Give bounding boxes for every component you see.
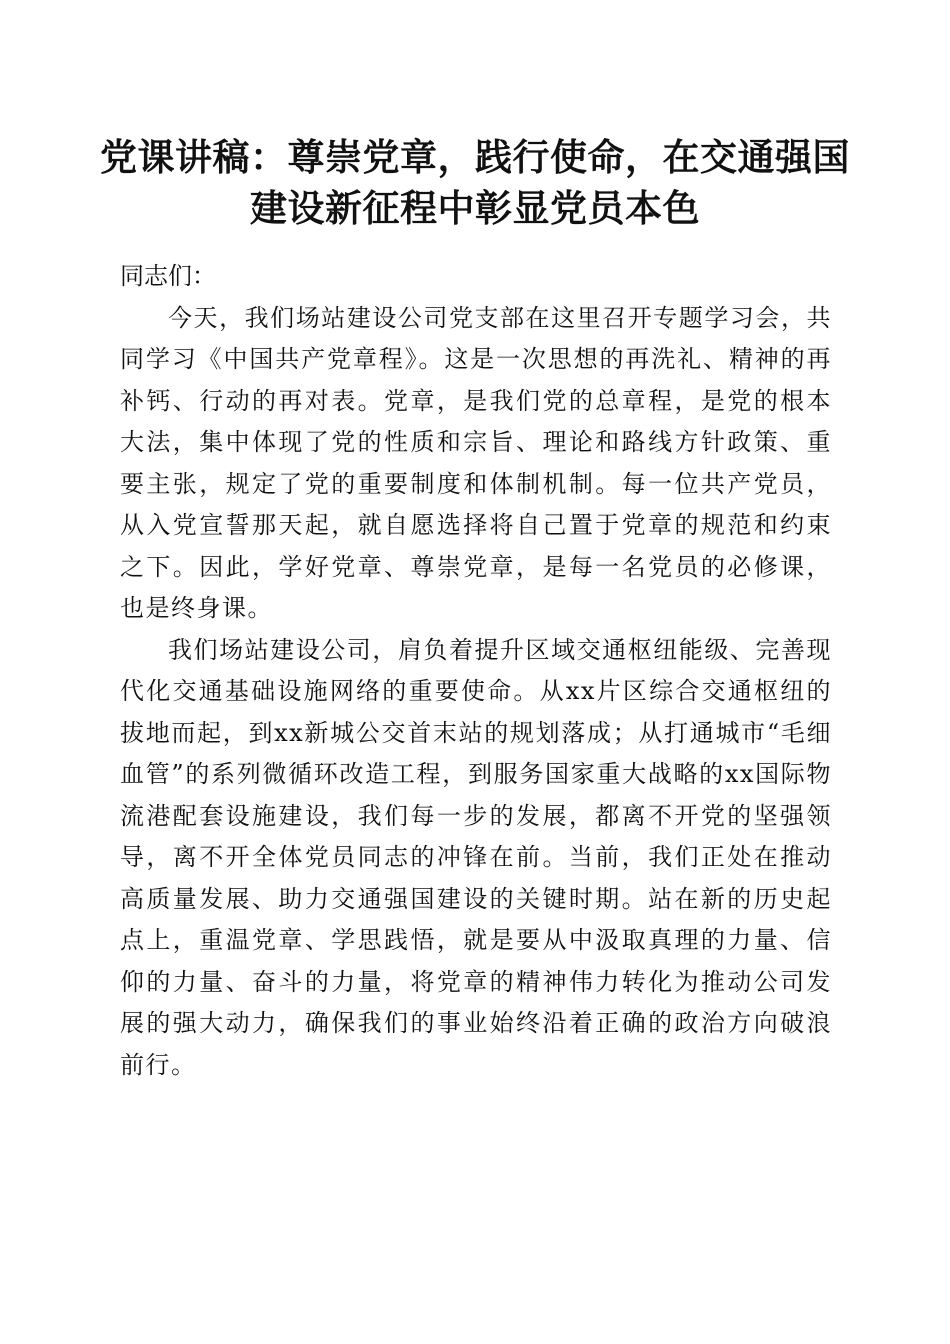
salutation: 同志们： xyxy=(120,262,216,290)
paragraph-2: 我们场站建设公司，肩负着提升区域交通枢纽能级、完善现代化交通基础设施网络的重要使命。从xx片区综合交通枢纽的拔地而起，到xx新城公交首末站的规划落成；从打通城市“毛细血管”的系列微循环改造工程，到服务国家重大战略的xx国际物流港配套设施建设，我们每一步的发展，都离不开党的坚强领导，离不开全体党员同志的冲锋在前。当前，我们正处在推动高质量发展、助力交通强国建设的关键时期。站在新的历史起点上，重温党章、学思践悟，就是要从中汲取真理的力量、信仰的力量、奋斗的力量，将党章的精神伟力转化为推动公司发展的强大动力，确保我们的事业始终沿着正确的政治方向破浪前行。 xyxy=(120,635,832,1079)
paragraph-1: 今天，我们场站建设公司党支部在这里召开专题学习会，共同学习《中国共产党章程》。这是一次思想的再洗礼、精神的再补钙、行动的再对表。党章，是我们党的总章程，是党的根本大法，集中体现了党的性质和宗旨、理论和路线方针政策、重要主张，规定了党的重要制度和体制机制。每一位共产党员，从入党宣誓那天起，就自愿选择将自己置于党章的规范和约束之下。因此，学好党章、尊崇党章，是每一名党员的必修课，也是终身课。 xyxy=(120,303,832,622)
title-line-2: 建设新征程中彰显党员本色 xyxy=(250,186,700,230)
title-line-1: 党课讲稿：尊崇党章，践行使命，在交通强国 xyxy=(100,135,850,179)
document-title xyxy=(100,132,850,234)
document-body xyxy=(120,256,832,1086)
